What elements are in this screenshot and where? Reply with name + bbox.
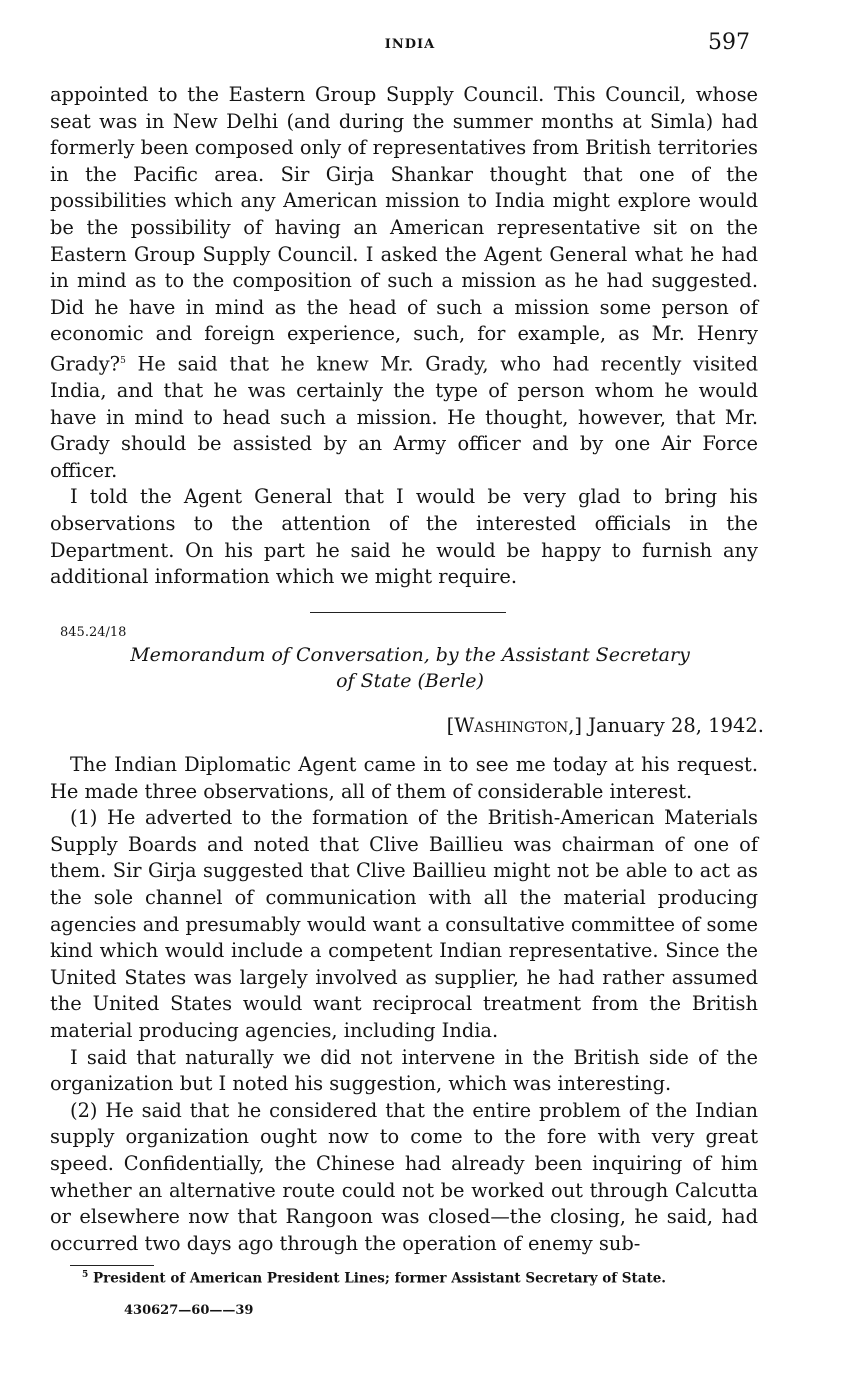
document-title-line: Memorandum of Conversation, by the Assistant Secretary	[130, 644, 690, 666]
printer-code: 430627—60——39	[124, 1303, 254, 1318]
body-paragraph: The Indian Diplomatic Agent came in to see me today at his request. He made three observations, all of them of considerable interest.	[50, 753, 758, 803]
continuation-text	[50, 82, 758, 591]
document-title-line: of State (Berle)	[336, 670, 484, 692]
footnote	[82, 1270, 782, 1287]
dateline-place: [Washington,]	[446, 714, 583, 737]
footnote-marker: 5	[82, 1270, 89, 1280]
dateline	[447, 714, 764, 737]
dateline-date: January 28, 1942.	[588, 714, 764, 737]
footnote-text: President of American President Lines; former Assistant Secretary of State.	[92, 1270, 667, 1287]
body-paragraph: (2) He said that he considered that the entire problem of the Indian supply organization ought now to come to the fore with very great speed. Confidentially, the Chinese had already been inquiring of him whether an alternative route could not be worked out through Calcutta or elsewhere now that Rangoon was closed—the closing, he said, had occurred two days ago through the operation of enemy sub-	[50, 1098, 758, 1255]
page-number: 597	[708, 30, 750, 55]
memorandum-body	[50, 752, 758, 1257]
paragraph-text: appointed to the Eastern Group Supply Council. This Council, whose seat was in New Delhi (and during the summer months at Simla) had formerly been composed only of representatives from British territories in the Pacific area. Sir Girja Shankar thought that one of the possibilities which any American mission to India might explore would be the possibility of having an American representative sit on the Eastern Group Supply Council. I asked the Agent General what he had in mind as to the composition of such a mission as he had suggested. Did he have in mind as the head of such a mission some person of economic and foreign experience, such, for example, as Mr. Henry Grady?	[50, 83, 758, 376]
paragraph-text: He said that he knew Mr. Grady, who had recently visited India, and that he was certainly the type of person whom he would have in mind to head such a mission. He thought, however, that Mr. Grady should be assisted by an Army officer and by one Air Force officer.	[50, 352, 758, 482]
footnote-divider	[70, 1265, 154, 1266]
section-divider	[310, 612, 506, 613]
running-header	[50, 30, 770, 60]
continuation-paragraph: I told the Agent General that I would be very glad to bring his observations to the attention of the interested officials in the Department. On his part he said he would be happy to furnish any additional information which we might require.	[50, 485, 758, 589]
footnote-reference: 5	[120, 355, 126, 366]
continuation-paragraph	[50, 82, 758, 484]
running-head-title: INDIA	[384, 37, 436, 52]
document-title	[50, 642, 770, 694]
file-number: 845.24/18	[60, 625, 127, 640]
body-paragraph: (1) He adverted to the formation of the British-American Materials Supply Boards and noted that Clive Baillieu was chairman of one of them. Sir Girja suggested that Clive Baillieu might not be able to act as the sole channel of communication with all the material producing agencies and presumably would want a consultative committee of some kind which would include a competent Indian representative. Since the United States was largely involved as supplier, he had rather assumed the United States would want reciprocal treatment from the British material producing agencies, including India.	[50, 806, 758, 1042]
body-paragraph: I said that naturally we did not intervene in the British side of the organization but I noted his suggestion, which was interesting.	[50, 1045, 758, 1096]
